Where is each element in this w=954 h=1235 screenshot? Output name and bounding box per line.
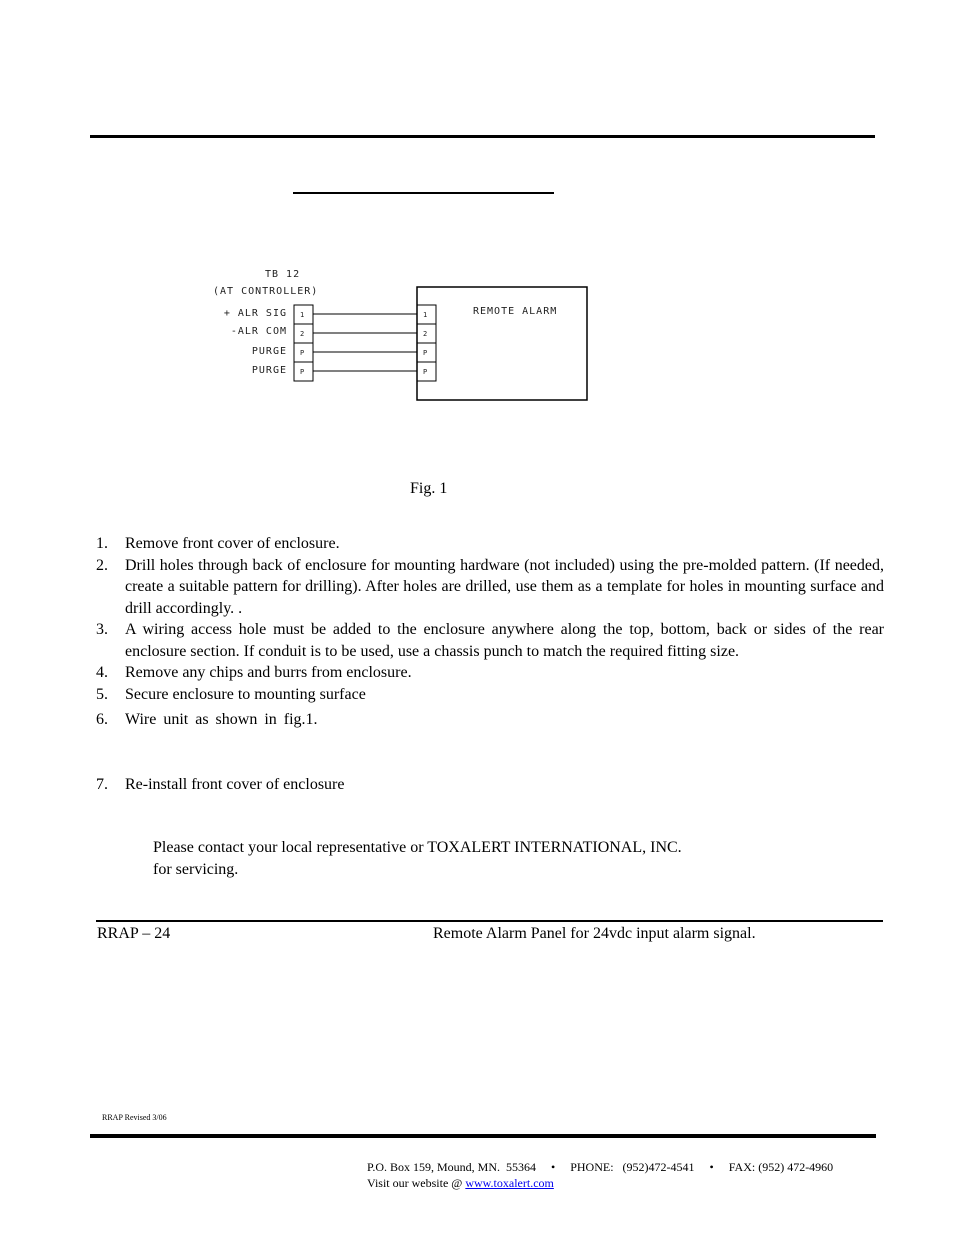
website-prefix: Visit our website @ (367, 1176, 466, 1190)
step-number: 7. (96, 775, 108, 793)
wiring-diagram (205, 262, 605, 412)
top-rule (90, 135, 875, 138)
address-line: P.O. Box 159, Mound, MN. 55364 • PHONE: (952)472-4541 • FAX: (952) 472-4960 (367, 1160, 834, 1174)
contact-line-1: Please contact your local representative or TOXALERT INTERNATIONAL, INC. (153, 839, 682, 856)
footer-description: Remote Alarm Panel for 24vdc input alarm signal. (433, 925, 756, 942)
step-text: Drill holes through back of enclosure for mounting hardware (not included) using the pre-molded pattern. (If needed, create a suitable pattern for drilling). After holes are drilled, use them as a template for holes in mounting surface and drill accordingly. . (125, 556, 884, 617)
step-item (96, 709, 884, 731)
tb-title: TB 12 (265, 269, 301, 280)
step-text: Remove front cover of enclosure. (125, 535, 340, 552)
step-number: 6. (96, 711, 108, 728)
step-number: 2. (96, 556, 108, 574)
footer-model: RRAP – 24 (97, 925, 171, 942)
remote-alarm-box (417, 287, 587, 400)
right-terminal-1: 1 (423, 311, 429, 319)
step-item (96, 619, 884, 662)
step-item (96, 533, 884, 555)
remote-alarm-label: REMOTE ALARM (473, 306, 558, 317)
step-item (96, 684, 884, 706)
left-label-purge-2: PURGE (251, 365, 287, 376)
contact-line-2: for servicing. (153, 860, 239, 878)
heading-underline (293, 192, 554, 194)
step-number: 4. (96, 664, 108, 681)
bottom-rule (90, 1134, 876, 1138)
right-terminal-2: 2 (423, 330, 429, 338)
right-terminal-p2: P (423, 368, 429, 376)
step-text: Re-install front cover of enclosure (125, 775, 345, 793)
revision-note: RRAP Revised 3/06 (102, 1113, 167, 1122)
right-terminal-p1: P (423, 349, 429, 357)
step-text: Wire unit as shown in fig.1. (125, 711, 318, 728)
step-item (96, 662, 884, 684)
left-label-alr-com: -ALR COM (230, 326, 287, 337)
step-number: 5. (96, 685, 108, 703)
step-text: Secure enclosure to mounting surface (125, 685, 366, 703)
step-number: 1. (96, 535, 108, 552)
footer-rule (96, 920, 883, 922)
left-terminal-1: 1 (300, 311, 306, 319)
left-terminal-p1: P (300, 349, 306, 357)
website-link[interactable]: www.toxalert.com (465, 1176, 554, 1190)
company-address (367, 1159, 833, 1191)
tb-subtitle: (AT CONTROLLER) (213, 286, 319, 297)
contact-note (153, 837, 682, 880)
step-item (96, 774, 884, 796)
step-item (96, 555, 884, 620)
step-number: 3. (96, 621, 108, 638)
installation-steps (96, 533, 884, 795)
left-terminal-2: 2 (300, 330, 306, 338)
left-label-alr-sig: + ALR SIG (223, 308, 287, 319)
figure-caption: Fig. 1 (410, 480, 448, 497)
step-text: A wiring access hole must be added to the enclosure anywhere along the top, bottom, back or sides of the rear enclosure section. If conduit is to be used, use a chassis punch to match the required fitting size. (125, 621, 884, 660)
step-text: Remove any chips and burrs from enclosure. (125, 664, 412, 681)
left-label-purge-1: PURGE (251, 346, 287, 357)
left-terminal-p2: P (300, 368, 306, 376)
